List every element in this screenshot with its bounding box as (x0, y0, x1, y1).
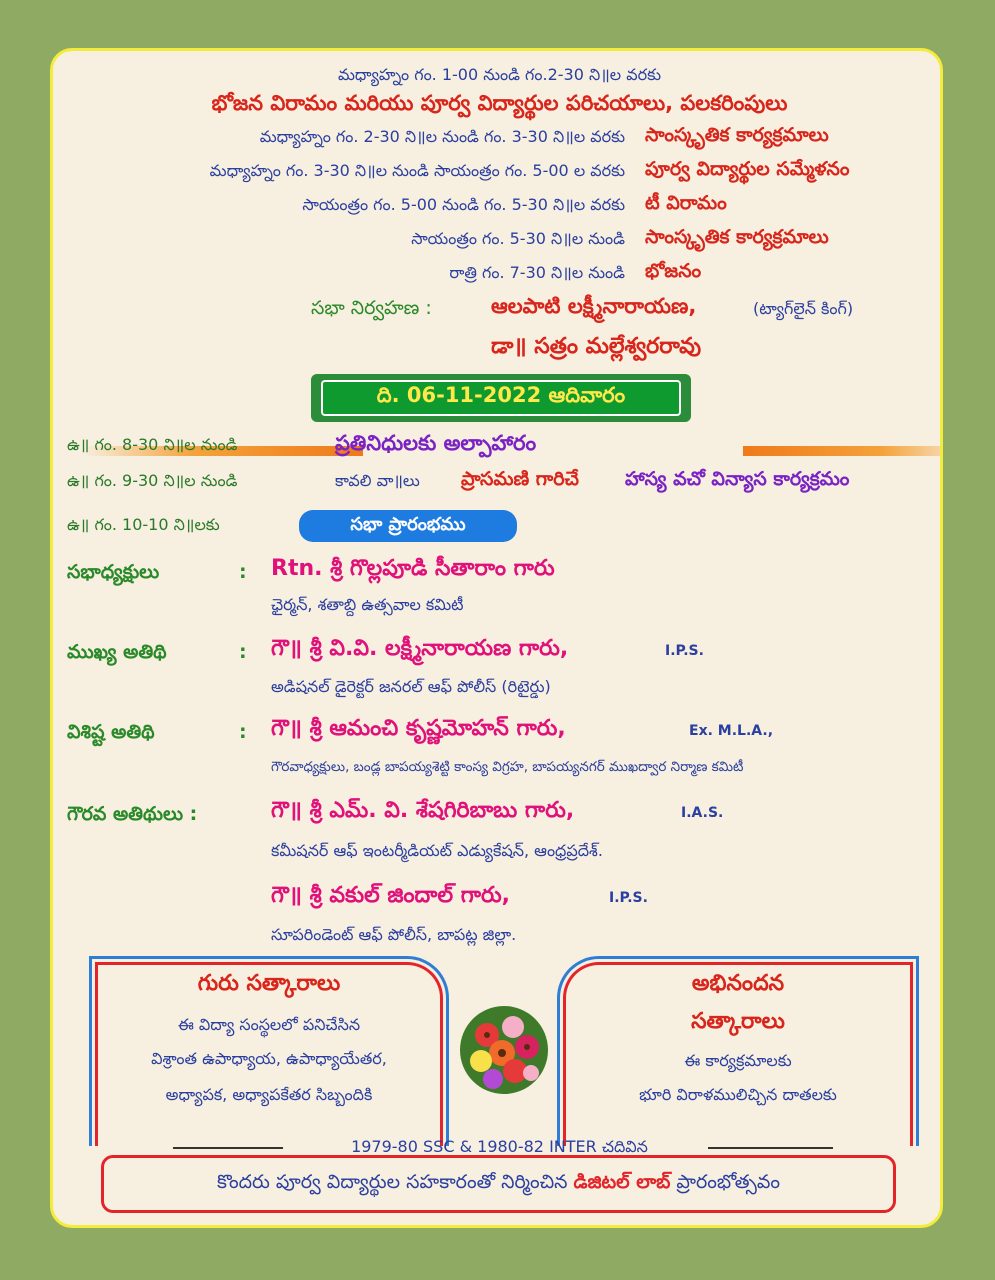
date-banner-text: ది. 06-11-2022 ఆదివారం (321, 380, 681, 416)
schedule-row-3-event: టీ విరామం (645, 192, 727, 214)
schedule-row-1-event: సాంస్కృతిక కార్యక్రమాలు (645, 124, 829, 146)
guest-2-colon: : (239, 641, 247, 663)
guest-3-colon: : (239, 721, 247, 743)
date-banner (311, 374, 691, 422)
left-box-title: గురు సత్కారాలు (197, 971, 341, 996)
schedule-row-5-time: రాత్రి గం. 7-30 ని॥ల నుండి (449, 263, 625, 282)
footer-pre: కొందరు పూర్వ విద్యార్థుల సహకారంతో నిర్మించిన (217, 1170, 568, 1193)
guest-3-suffix: Ex. M.L.A., (689, 723, 774, 739)
schedule-row-4-time: సాయంత్రం గం. 5-30 ని॥ల నుండి (411, 229, 625, 248)
footer-box (101, 1155, 896, 1213)
day2-row-2-name: ప్రాసమణి గారిచే (461, 468, 579, 490)
invitation-card (50, 48, 943, 1228)
guest-4-role: గౌరవ అతిథులు : (67, 803, 198, 825)
banner-stripe-right (743, 446, 943, 456)
left-box-line-2: విశ్రాంత ఉపాధ్యాయ, ఉపాధ్యాయేతర, (151, 1049, 387, 1068)
guest-4-suffix: I.A.S. (681, 805, 724, 821)
right-box-title-1: అభినందన (691, 971, 785, 996)
right-box-title-2: సత్కారాలు (691, 1009, 785, 1034)
host-2-name: డా॥ సత్రం మల్లేశ్వరరావు (491, 334, 702, 359)
host-1-title: (ట్యాగ్‌లైన్ కింగ్) (753, 299, 854, 318)
guest-2-role: ముఖ్య అతిథి (67, 641, 167, 663)
schedule-line-1: మధ్యాహ్నం గం. 1-00 నుండి గం.2-30 ని॥ల వరకు (338, 65, 661, 84)
right-box-line-1: ఈ కార్యక్రమాలకు (684, 1051, 792, 1070)
schedule-row-1-time: మధ్యాహ్నం గం. 2-30 ని॥ల నుండి గం. 3-30 ని॥ల వరకు (259, 127, 625, 146)
guest-1-desc: ఛైర్మన్, శతాబ్ది ఉత్సవాల కమిటీ (271, 595, 464, 614)
guest-2-suffix: I.P.S. (665, 643, 704, 659)
schedule-row-2-time: మధ్యాహ్నం గం. 3-30 ని॥ల నుండి సాయంత్రం గం. 5-00 ల వరకు (209, 161, 625, 180)
guest-3-name: గౌ॥ శ్రీ ఆమంచి కృష్ణమోహన్ గారు, (271, 716, 566, 741)
left-box-line-1: ఈ విద్యా సంస్థలలో పనిచేసిన (177, 1015, 361, 1034)
schedule-row-5-event: భోజనం (645, 260, 702, 282)
footer-highlight: డిజిటల్ లాబ్ (573, 1170, 671, 1193)
day2-row-1-event: ప్రతినిధులకు అల్పాహారం (335, 431, 537, 455)
schedule-line-2: భోజన విరామం మరియు పూర్వ విద్యార్థుల పరిచయాలు, పలకరింపులు (211, 91, 788, 115)
day2-row-2-event: హాస్య వచో విన్యాస కార్యక్రమం (625, 468, 850, 490)
guest-2-desc: అడిషనల్ డైరెక్టర్ జనరల్ ఆఫ్ పోలీస్ (రిటైర్డు) (271, 677, 551, 696)
day2-row-3-time: ఉ॥ గం. 10-10 ని॥లకు (67, 515, 220, 534)
footer-top: 1979-80 SSC & 1980-82 INTER చదివిన (351, 1137, 648, 1156)
host-1-name: ఆలపాటి లక్ష్మీనారాయణ, (491, 294, 697, 318)
guest-1-role: సభాధ్యక్షులు (67, 561, 160, 583)
guest-4-desc: కమీషనర్ ఆఫ్ ఇంటర్మీడియట్ ఎడ్యుకేషన్, ఆంధ్రప్రదేశ్. (271, 841, 603, 860)
guest-5-name: గౌ॥ శ్రీ వకుల్ జిందాల్ గారు, (271, 883, 510, 908)
schedule-row-3-time: సాయంత్రం గం. 5-00 నుండి గం. 5-30 ని॥ల వరకు (302, 195, 625, 214)
guest-3-desc: గౌరవాధ్యక్షులు, బండ్ల బాపయ్యశెట్టి కాంస్య విగ్రహ, బాపయ్యనగర్ ముఖద్వార నిర్మాణ కమిటీ (271, 759, 744, 775)
guest-5-desc: సూపరిండెంట్ ఆఫ్ పోలీస్, బాపట్ల జిల్లా. (271, 925, 517, 944)
guest-1-colon: : (239, 561, 247, 583)
right-box-line-2: భూరి విరాళములిచ్చిన దాతలకు (639, 1085, 837, 1104)
sabha-start-pill: సభా ప్రారంభము (299, 510, 517, 542)
day2-row-2-time: ఉ॥ గం. 9-30 ని॥ల నుండి (67, 471, 238, 490)
schedule-row-4-event: సాంస్కృతిక కార్యక్రమాలు (645, 226, 829, 248)
day2-row-2-pre: కావలి వా॥లు (335, 471, 420, 490)
left-box-line-3: అధ్యాపక, అధ్యాపకేతర సిబ్బందికి (165, 1085, 373, 1104)
guest-2-name: గౌ॥ శ్రీ వి.వి. లక్ష్మీనారాయణ గారు, (271, 636, 569, 661)
guest-5-suffix: I.P.S. (609, 890, 648, 906)
guest-4-name: గౌ॥ శ్రీ ఎమ్. వి. శేషగిరిబాబు గారు, (271, 798, 575, 823)
schedule-row-2-event: పూర్వ విద్యార్థుల సమ్మేళనం (645, 158, 850, 180)
host-label: సభా నిర్వహణ : (311, 297, 432, 319)
flower-bouquet-icon (457, 1003, 552, 1098)
guest-1-name: Rtn. శ్రీ గొల్లపూడి సీతారాం గారు (271, 556, 555, 581)
day2-row-1-time: ఉ॥ గం. 8-30 ని॥ల నుండి (67, 435, 238, 454)
guest-3-role: విశిష్ట అతిథి (67, 721, 155, 743)
footer-post: ప్రారంభోత్సవం (676, 1170, 780, 1193)
